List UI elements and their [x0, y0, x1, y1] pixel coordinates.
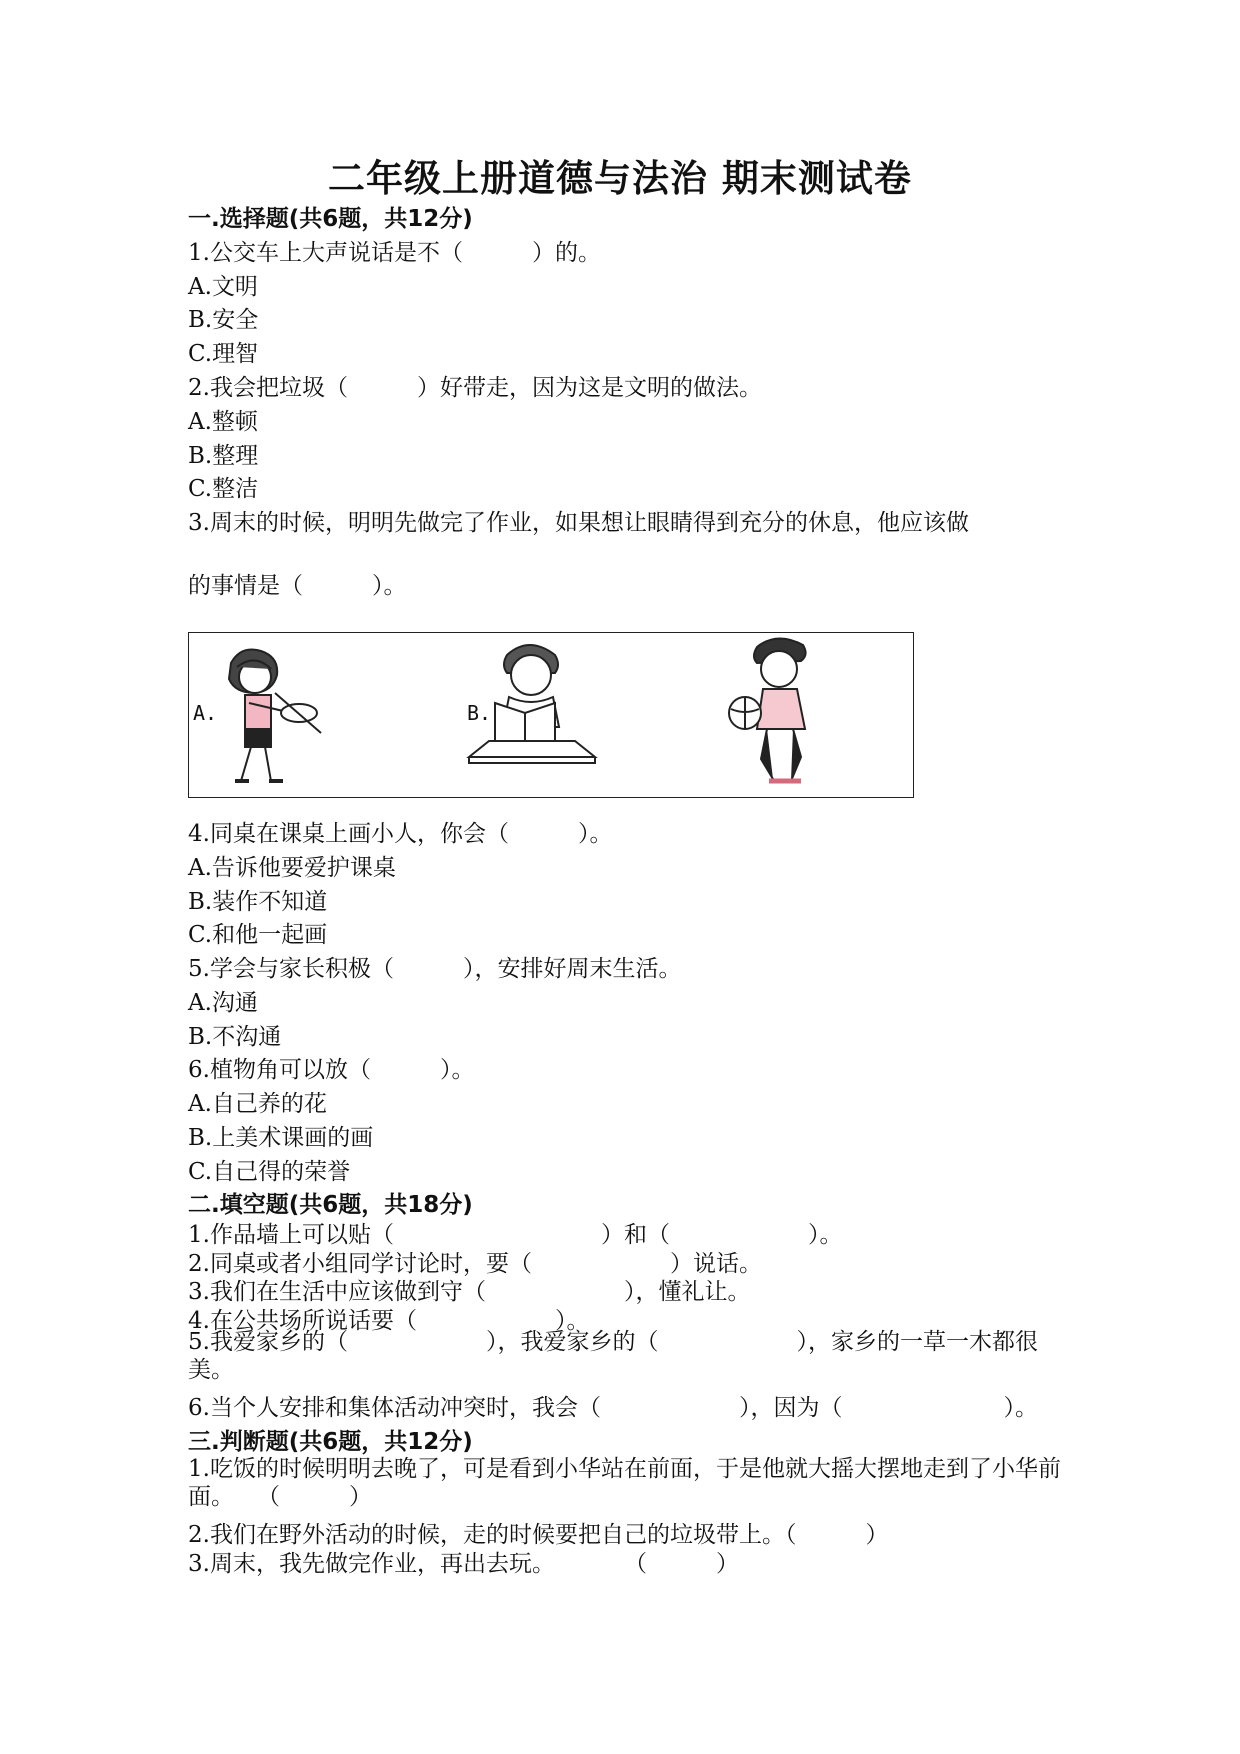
question-5-option-b: B.不沟通 [188, 1024, 282, 1050]
question-6-option-c: C.自己得的荣誉 [188, 1159, 351, 1185]
question-4-option-b: B.装作不知道 [188, 889, 328, 915]
section-heading-fill: 二.填空题(共6题，共18分) [188, 1192, 473, 1218]
figure-label-b: B. [467, 701, 492, 725]
judge-question-3: 3.周末，我先做完作业，再出去玩。 （ ） [188, 1551, 739, 1577]
question-6-option-a: A.自己养的花 [188, 1091, 327, 1117]
question-5-stem: 5.学会与家长积极（ ），安排好周末生活。 [188, 956, 682, 982]
question-1-option-a: A.文明 [188, 274, 258, 300]
question-2-option-b: B.整理 [188, 443, 259, 469]
fill-question-4: 4.在公共场所说话要（ ）。 [188, 1308, 590, 1334]
question-4-stem: 4.同桌在课桌上画小人，你会（ ）。 [188, 821, 613, 847]
question-2-option-c: C.整洁 [188, 476, 259, 502]
violin-child-illustration [229, 650, 321, 782]
question-1-stem: 1.公交车上大声说话是不（ ）的。 [188, 240, 601, 266]
fill-question-5: 5.我爱家乡的（ ），我爱家乡的（ ），家乡的一草一木都很美。 [188, 1329, 1038, 1383]
question-5-option-a: A.沟通 [188, 990, 258, 1016]
basketball-child-illustration [729, 638, 806, 781]
section-heading-choice: 一.选择题(共6题，共12分) [188, 206, 473, 232]
judge-question-2: 2.我们在野外活动的时候，走的时候要把自己的垃圾带上。（ ） [188, 1522, 889, 1548]
page-title: 二年级上册道德与法治 期末测试卷 [328, 157, 912, 200]
question-3-figure [188, 632, 914, 798]
question-2-stem: 2.我会把垃圾（ ）好带走，因为这是文明的做法。 [188, 375, 762, 401]
fill-question-1: 1.作品墙上可以贴（ ）和（ ）。 [188, 1222, 843, 1248]
question-3-stem-line1: 3.周末的时候，明明先做完了作业，如果想让眼睛得到充分的休息，他应该做 [188, 510, 969, 536]
fill-question-2: 2.同桌或者小组同学讨论时，要（ ）说话。 [188, 1251, 762, 1277]
figure-label-a: A. [193, 701, 218, 725]
question-6-option-b: B.上美术课画的画 [188, 1125, 374, 1151]
question-6-stem: 6.植物角可以放（ ）。 [188, 1057, 475, 1083]
question-1-option-b: B.安全 [188, 307, 259, 333]
question-3-stem-line2: 的事情是（ ）。 [188, 573, 407, 599]
fill-question-3: 3.我们在生活中应该做到守（ ），懂礼让。 [188, 1279, 751, 1305]
figure-illustrations [189, 633, 915, 799]
reading-child-illustration [469, 645, 595, 763]
question-1-option-c: C.理智 [188, 341, 259, 367]
section-heading-judge: 三.判断题(共6题，共12分) [188, 1429, 473, 1455]
question-2-option-a: A.整顿 [188, 409, 258, 435]
judge-question-1: 1.吃饭的时候明明去晚了，可是看到小华站在前面，于是他就大摇大摆地走到了小华前面。 （ ） [188, 1456, 1061, 1510]
fill-question-6: 6.当个人安排和集体活动冲突时，我会（ ），因为（ ）。 [188, 1395, 1038, 1421]
question-4-option-c: C.和他一起画 [188, 922, 328, 948]
question-4-option-a: A.告诉他要爱护课桌 [188, 855, 396, 881]
